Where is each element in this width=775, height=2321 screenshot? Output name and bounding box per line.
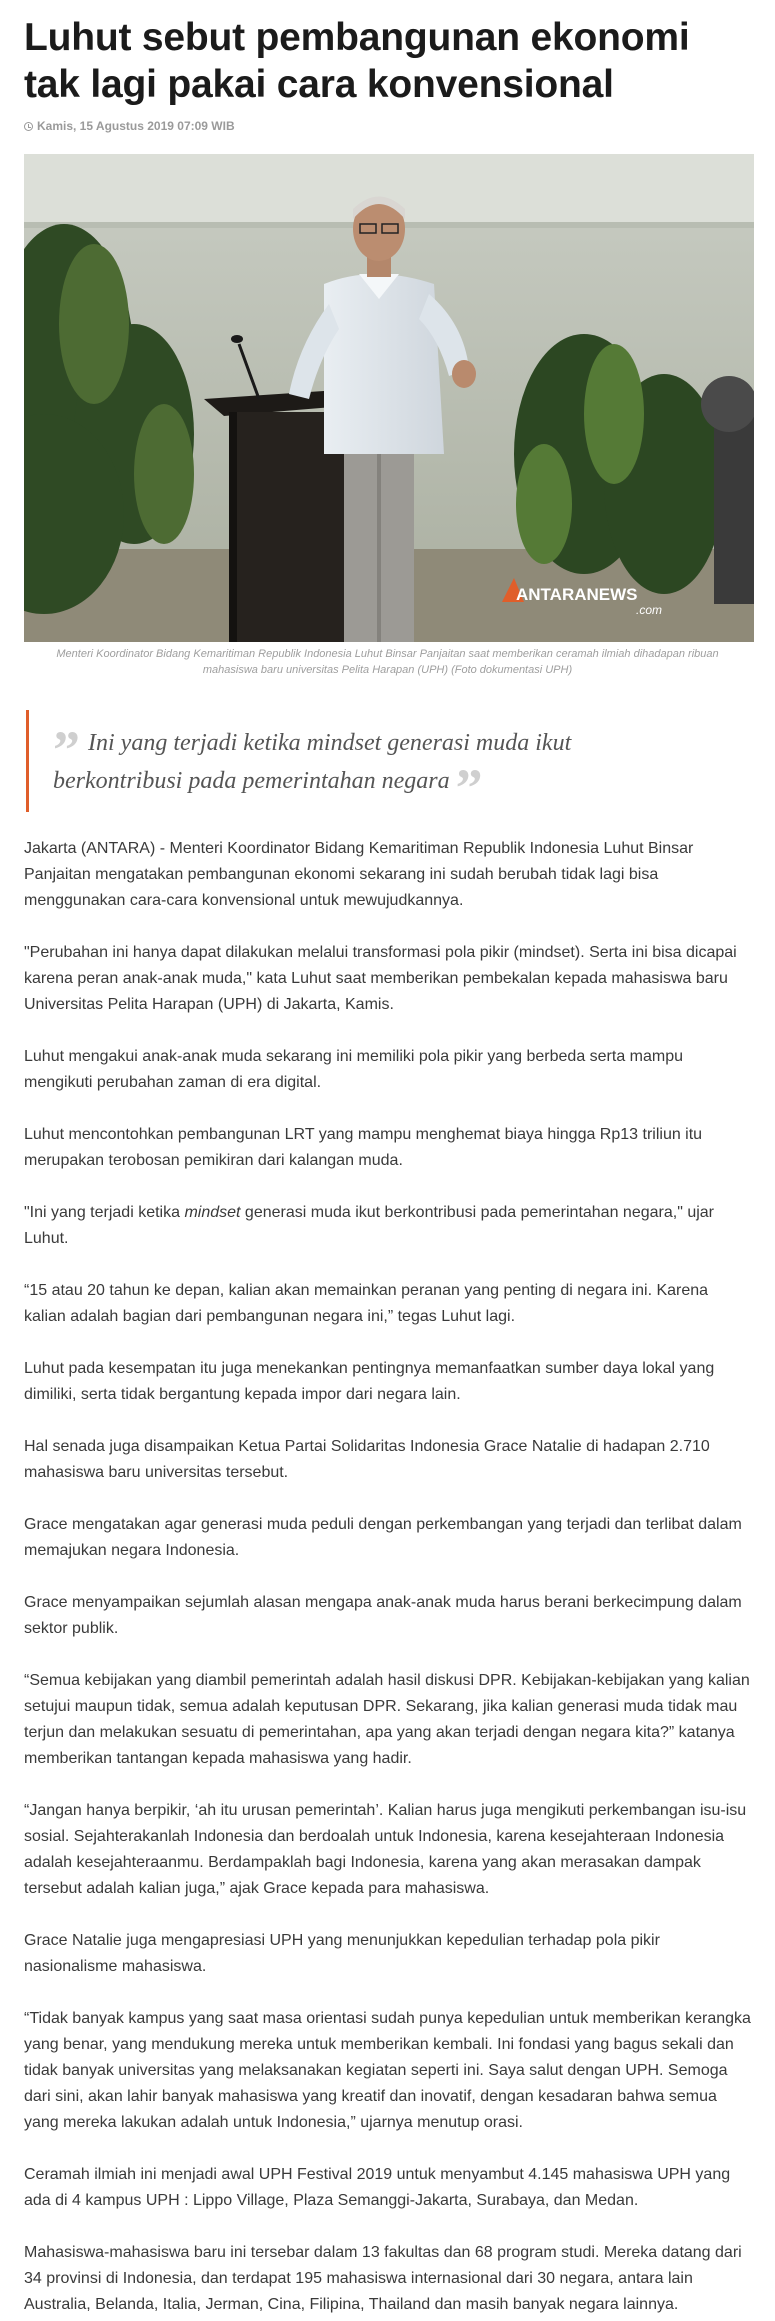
body-paragraph: Luhut mengakui anak-anak muda sekarang ini memiliki pola pikir yang berbeda serta mampu mengikuti perubahan zaman di era digital. [24, 1048, 684, 1091]
article-photo [24, 154, 754, 642]
body-paragraph: “Semua kebijakan yang diambil pemerintah adalah hasil diskusi DPR. Kebijakan-kebijakan yang kalian setujui maupun tidak, semua adalah keputusan DPR. Sekarang, jika kalian generasi muda tidak mau terjun dan melakukan sesuatu di pemerintahan, apa yang akan terjadi dengan negara kita?” katanya memberikan tantangan kepada mahasiswa yang hadir. [24, 1672, 750, 1767]
pull-quote-text: Ini yang terjadi ketika mindset generasi muda ikut berkontribusi pada pemerintahan negara [53, 730, 572, 794]
article-dateline [24, 116, 751, 136]
body-paragraph: Jakarta (ANTARA) - Menteri Koordinator Bidang Kemaritiman Republik Indonesia Luhut Binsar Panjaitan mengatakan pembangunan ekonomi sekarang ini sudah berubah tidak lagi bisa menggunakan cara-cara konvensional untuk mewujudkannya. [24, 840, 694, 909]
open-quote-icon: ” [53, 720, 80, 780]
body-paragraph: "Perubahan ini hanya dapat dilakukan melalui transformasi pola pikir (mindset). Serta ini bisa dicapai karena peran anak-anak muda," kata Luhut saat memberikan pembekalan kepada mahasiswa baru Universitas Pelita Harapan (UPH) di Jakarta, Kamis. [24, 944, 737, 1013]
body-paragraph: Grace mengatakan agar generasi muda peduli dengan perkembangan yang terjadi dan terlibat dalam memajukan negara Indonesia. [24, 1516, 742, 1559]
quote-part: generasi muda ikut berkontribusi pada pemerintahan negara," ujar Luhut. [24, 1204, 714, 1247]
pull-quote [26, 710, 711, 818]
article-body [24, 836, 751, 2318]
body-paragraph: Ceramah ilmiah ini menjadi awal UPH Festival 2019 untuk menyambut 4.145 mahasiswa UPH yang ada di 4 kampus UPH : Lippo Village, Plaza Semanggi-Jakarta, Surabaya, dan Medan. [24, 2166, 731, 2209]
speaker-photo-illustration [24, 154, 754, 642]
quote-emphasis: mindset [184, 1204, 241, 1221]
body-paragraph: “Jangan hanya berpikir, ‘ah itu urusan pemerintah’. Kalian harus juga mengikuti perkembangan isu-isu sosial. Sejahterakanlah Indonesia dan berdoalah untuk Indonesia, karena kesejahteraan Indonesia adalah kesejahteraanmu. Berdampaklah bagi Indonesia, karena yang akan merasakan dampak tersebut adalah kalian juga,” ajak Grace kepada para mahasiswa. [24, 1802, 747, 1897]
clock-icon [24, 122, 33, 131]
body-paragraph: Luhut mencontohkan pembangunan LRT yang mampu menghemat biaya hingga Rp13 triliun itu merupakan terobosan pemikiran dari kalangan muda. [24, 1126, 703, 1169]
body-paragraph [24, 1200, 751, 1252]
body-paragraph: “Tidak banyak kampus yang saat masa orientasi sudah punya kepedulian untuk memberikan kerangka yang benar, yang mendukung mereka untuk memberikan kembali. Ini fondasi yang bagus sekali dan tidak banyak universitas yang melaksanakan kegiatan seperti ini. Saya salut dengan UPH. Semoga dari sini, akan lahir banyak mahasiswa yang kreatif dan inovatif, dengan kesadaran bahwa semua yang mereka lakukan adalah untuk Indonesia,” ujarnya menutup orasi. [24, 2010, 751, 2131]
body-paragraph: Mahasiswa-mahasiswa baru ini tersebar dalam 13 fakultas dan 68 program studi. Mereka datang dari 34 provinsi di Indonesia, dan terdapat 195 mahasiswa internasional dari 30 negara, antara lain Australia, Belanda, Italia, Jerman, Cina, Filipina, Thailand dan masih banyak negara lainnya. [24, 2244, 742, 2313]
watermark-subtext: .com [636, 603, 663, 617]
watermark-text: ANTARANEWS [516, 585, 638, 604]
close-quote-icon: ” [455, 758, 483, 818]
body-paragraph: Hal senada juga disampaikan Ketua Partai Solidaritas Indonesia Grace Natalie di hadapan 2.710 mahasiswa baru universitas tersebut. [24, 1438, 710, 1481]
quote-part: "Ini yang terjadi ketika [24, 1204, 185, 1221]
article-title: Luhut sebut pembangunan ekonomi tak lagi pakai cara konvensional [24, 16, 690, 106]
article-date: Kamis, 15 Agustus 2019 07:09 WIB [37, 119, 235, 133]
body-paragraph: Luhut pada kesempatan itu juga menekankan pentingnya memanfaatkan sumber daya lokal yang dimiliki, serta tidak bergantung kepada impor dari negara lain. [24, 1360, 715, 1403]
body-paragraph: “15 atau 20 tahun ke depan, kalian akan memainkan peranan yang penting di negara ini. Karena kalian adalah bagian dari pembangunan negara ini,” tegas Luhut lagi. [24, 1282, 709, 1325]
body-paragraph: Grace Natalie juga mengapresiasi UPH yang menunjukkan kepedulian terhadap pola pikir nasionalisme mahasiswa. [24, 1932, 660, 1975]
photo-caption: Menteri Koordinator Bidang Kemaritiman Republik Indonesia Luhut Binsar Panjaitan saat memberikan ceramah ilmiah dihadapan ribuan mahasiswa baru universitas Pelita Harapan (UPH) (Foto dokumentasi UPH) [56, 648, 719, 676]
body-paragraph: Grace menyampaikan sejumlah alasan mengapa anak-anak muda harus berani berkecimpung dalam sektor publik. [24, 1594, 742, 1637]
